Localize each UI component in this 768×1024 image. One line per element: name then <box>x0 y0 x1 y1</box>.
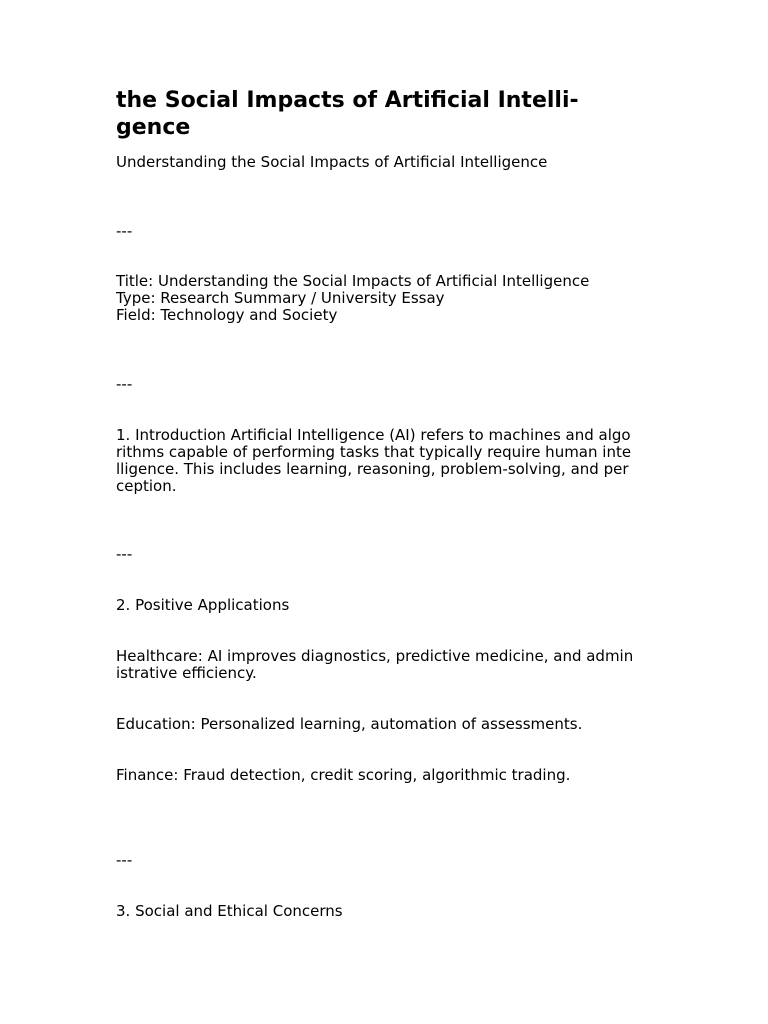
metadata-block: Title: Understanding the Social Impacts of Artificial Intelligence Type: Research Summary / University Essay Field: Technology and Society <box>116 272 590 324</box>
healthcare-paragraph: Healthcare: AI improves diagnostics, predictive medicine, and admin istrative efficiency. <box>116 647 634 682</box>
separator-2: --- <box>116 375 133 393</box>
separator-1: --- <box>116 222 133 240</box>
section-heading-positive-applications: 2. Positive Applications <box>116 596 290 614</box>
document-title: the Social Impacts of Artificial Intelli- gence <box>116 88 579 140</box>
separator-3: --- <box>116 545 133 563</box>
section-heading-social-ethical-concerns: 3. Social and Ethical Concerns <box>116 902 343 920</box>
separator-4: --- <box>116 851 133 869</box>
document-subtitle: Understanding the Social Impacts of Artificial Intelligence <box>116 153 548 171</box>
finance-paragraph: Finance: Fraud detection, credit scoring, algorithmic trading. <box>116 766 571 784</box>
introduction-paragraph: 1. Introduction Artificial Intelligence (AI) refers to machines and algo rithms capable of performing tasks that typically require human inte lligence. This includes learning, reasoning, problem-solving, and per ception. <box>116 426 632 495</box>
education-paragraph: Education: Personalized learning, automation of assessments. <box>116 715 583 733</box>
